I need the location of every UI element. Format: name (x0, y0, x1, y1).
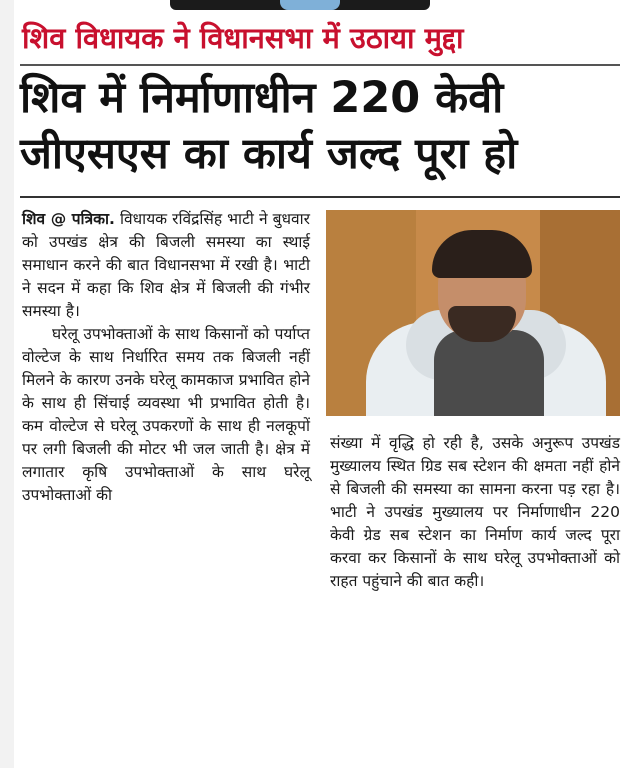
headline-line-1: शिव में निर्माणाधीन 220 केवी (20, 73, 504, 123)
article-column-right (330, 432, 620, 593)
divider (20, 196, 620, 198)
article-paragraph: संख्या में वृद्धि हो रही है, उसके अनुरूप उपखंड मुख्यालय स्थित ग्रिड सब स्टेशन की क्षमता नहीं होने से बिजली की समस्या का सामना करना पड़ रहा है। भाटी ने उपखंड मुख्यालय पर निर्माणाधीन 220 केवी ग्रेड सब स्टेशन का निर्माण कार्य जल्द पूरा करवा कर किसानों के साथ घरेलू उपभोक्ताओं को राहत पहुंचाने की बात कही। (330, 434, 620, 590)
divider (20, 64, 620, 66)
article-photo (326, 210, 620, 416)
article-paragraph: घरेलू उपभोक्ताओं के साथ किसानों को पर्याप्त वोल्टेज के साथ निर्धारित समय तक बिजली नहीं मिलने के कारण उनके घरेलू कामकाज प्रभावित होने के साथ ही सिंचाई व्यवस्था भी प्रभावित होती है। कम वोल्टेज से घरेलू उपकरणों के साथ ही नलकूपों पर लगी बिजली की मोटर भी जल जाती है। क्षेत्र में लगातार कृषि उपभोक्ताओं के साथ घरेलू उपभोक्ताओं की (22, 325, 310, 504)
page-edge (0, 0, 14, 768)
article-column-left (22, 208, 310, 507)
masthead-logo (170, 0, 430, 10)
headline-line-2: जीएसएस का कार्य जल्द पूरा हो (20, 129, 518, 179)
kicker-heading: शिव विधायक ने विधानसभा में उठाया मुद्दा (22, 21, 464, 55)
paragraph-text: विधायक रविंद्रसिंह भाटी ने बुधवार को उपखंड क्षेत्र की बिजली समस्या का स्थाई समाधान करने की बात विधानसभा में रखी है। भाटी ने सदन में कहा कि शिव क्षेत्र में बिजली की गंभीर समस्या है। (22, 210, 310, 320)
article-paragraph (22, 208, 310, 323)
dateline: शिव @ पत्रिका. (22, 210, 115, 228)
headline (20, 70, 620, 182)
